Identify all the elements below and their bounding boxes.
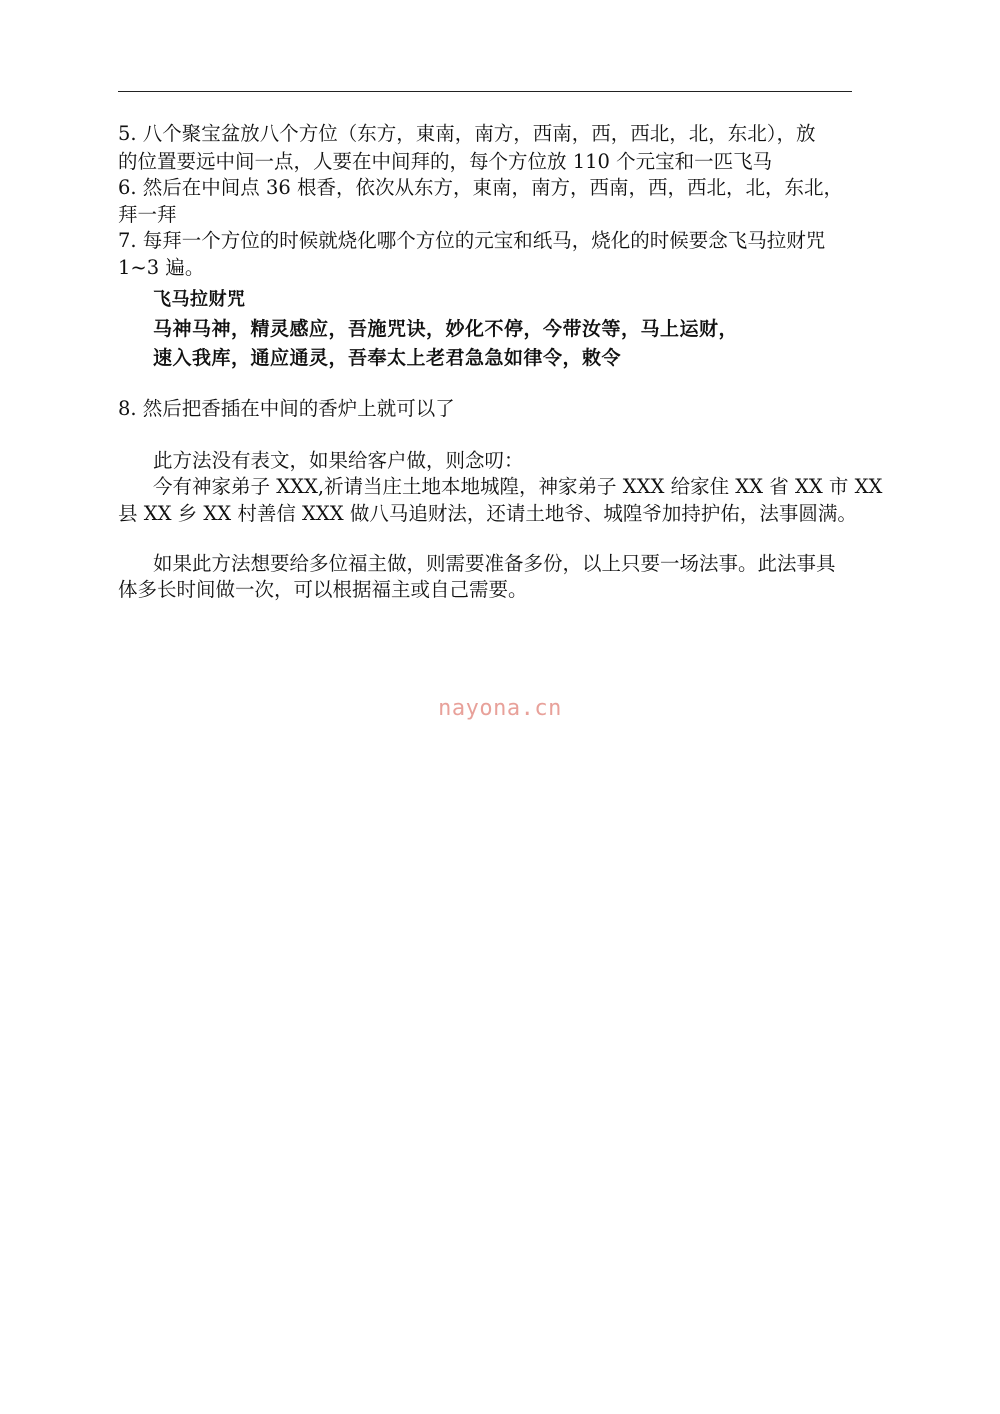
header-rule (118, 91, 852, 92)
multi-note-line-2: 体多长时间做一次，可以根据福主或自己需要。 (118, 578, 528, 601)
step-5-line-1: 5. 八个聚宝盆放八个方位（东方，東南，南方，西南，西，西北，北，东北），放 (118, 122, 816, 145)
multi-note-line-1: 如果此方法想要给多位福主做，则需要准备多份，以上只要一场法事。此法事具 (153, 552, 836, 575)
prayer-line-2: 县 XX 乡 XX 村善信 XXX 做八马追财法，还请土地爷、城隍爷加持护佑，法事圆满。 (118, 502, 857, 525)
chant-line-1: 马神马神，精灵感应，吾施咒诀，妙化不停，今带汝等，马上运财， (153, 318, 739, 340)
step-6-line-1: 6. 然后在中间点 36 根香，依次从东方，東南，南方，西南，西，西北，北，东北， (118, 176, 844, 199)
chant-line-2: 速入我库，通应通灵，吾奉太上老君急急如律令，敕令 (153, 347, 622, 369)
prayer-line-1: 今有神家弟子 XXX,祈请当庄土地本地城隍，神家弟子 XXX 给家住 XX 省 XX 市 XX (153, 475, 883, 498)
notes-intro: 此方法没有表文，如果给客户做，则念叨： (153, 449, 524, 472)
step-8: 8. 然后把香插在中间的香炉上就可以了 (118, 397, 455, 420)
watermark: nayona.cn (438, 696, 562, 721)
chant-title: 飞马拉财咒 (153, 289, 246, 310)
step-7-line-2: 1~3 遍。 (118, 256, 205, 279)
step-5-line-2: 的位置要远中间一点，人要在中间拜的，每个方位放 110 个元宝和一匹飞马 (118, 150, 773, 173)
step-6-line-2: 拜一拜 (118, 203, 177, 226)
step-7-line-1: 7. 每拜一个方位的时候就烧化哪个方位的元宝和纸马，烧化的时候要念飞马拉财咒 (118, 229, 826, 252)
